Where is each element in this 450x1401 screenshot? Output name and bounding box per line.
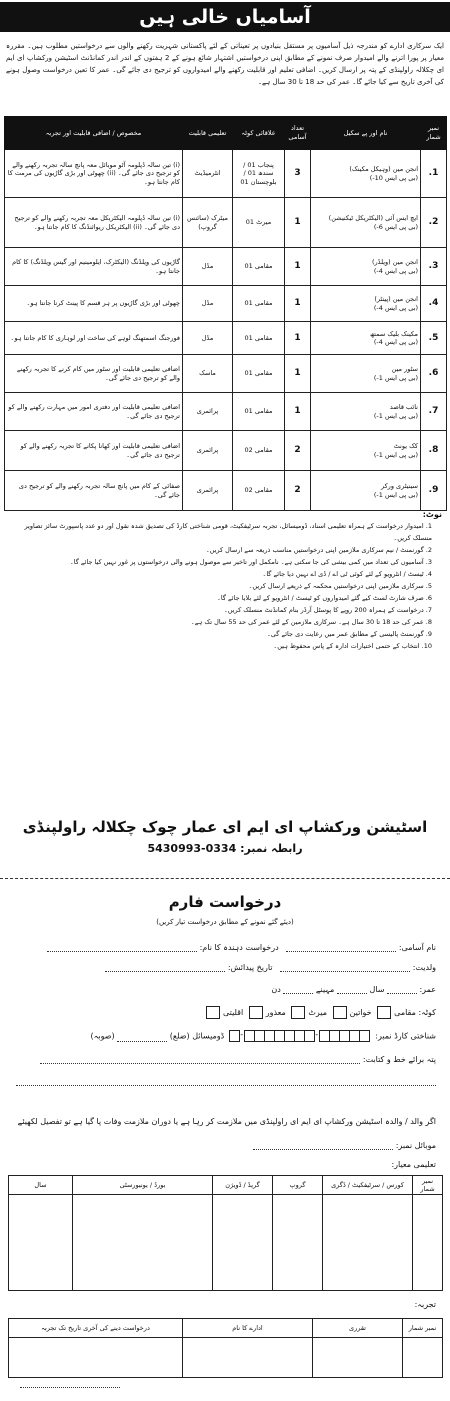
row-count: 1 — [285, 355, 311, 393]
quota-label: کوٹہ: — [418, 1008, 436, 1017]
age-year-label: سال — [369, 985, 385, 994]
header-quota: علاقائی کوٹہ — [233, 117, 285, 150]
quota-option-minority: اقلیتی — [223, 1008, 244, 1017]
experience-section-label: تجربہ: — [414, 1300, 436, 1309]
table-row — [5, 248, 447, 286]
table-row — [5, 198, 447, 248]
table-row — [5, 322, 447, 355]
post-name-label: نام آسامی: — [398, 943, 436, 952]
row-experience: اضافی تعلیمی قابلیت اور کھانا پکانے کا تجربہ رکھنے والے کو ترجیح دی جائے گی۔ — [5, 431, 183, 471]
age-year-field[interactable] — [387, 984, 417, 994]
edu-header-course: کورس / سرٹیفکیٹ / ڈگری — [323, 1176, 413, 1195]
contact-line — [0, 842, 450, 855]
post-scale: (بی پی ایس 4-) — [373, 338, 418, 346]
row-experience: چھوٹی اور بڑی گاڑیوں پر ہر قسم کا پینٹ کرنا جانتا ہو۔ — [5, 286, 183, 322]
note-item: 1. امیدوار درخواست کے ہمراہ تعلیمی اسناد، ڈومیسائل، تجربہ سرٹیفکیٹ، قومی شناختی کارڈ کی تصدیق شدہ نقول اور دو عدد پاسپورٹ سائز تصاویر منسلک کریں۔ — [24, 522, 432, 542]
row-post — [311, 198, 421, 248]
quota-option-disabled: معذور — [265, 1008, 286, 1017]
mobile-field[interactable] — [253, 1140, 393, 1150]
row-count: 2 — [285, 471, 311, 511]
exp-header-appointment: تقرری — [313, 1319, 403, 1338]
age-day-label: دن — [271, 985, 281, 994]
experience-table — [8, 1318, 443, 1378]
age-month-label: مہینے — [315, 985, 335, 994]
form-row-mobile — [253, 1140, 436, 1150]
vacancies-banner: آسامیاں خالی ہیں — [0, 2, 450, 32]
row-experience: صفائی کے کام میں پانچ سالہ تجربہ رکھنے والے کو ترجیح دی جائے گی۔ — [5, 471, 183, 511]
postal-address-label: پتہ برائے خط و کتابت: — [362, 1055, 436, 1064]
row-quota: میرٹ 01 — [233, 198, 285, 248]
post-scale: (بی پی ایس 1-) — [373, 373, 418, 382]
note-item: 5. سرکاری ملازمین اپنی درخواستیں محکمہ کے ذریعے ارسال کریں۔ — [248, 582, 432, 590]
note-item: 10. انتخاب کے حتمی اختیارات ادارہ کے پاس محفوظ ہیں۔ — [273, 642, 432, 650]
applicant-name-field[interactable] — [47, 942, 197, 952]
note-item: 3. آسامیوں کی تعداد میں کمی بیشی کی جا سکتی ہے۔ نامکمل اور تاخیر سے موصول ہونے والی درخواستوں پر غور نہیں کیا جائے گا۔ — [69, 558, 432, 566]
row-count: 1 — [285, 322, 311, 355]
exp-header-serial: نمبر شمار — [403, 1319, 443, 1338]
note-item: 8. عمر کی حد 18 تا 30 سال ہے۔ سرکاری ملازمین کے لئے عمر کی حد 55 سال تک ہے۔ — [190, 618, 432, 626]
exp-header-organization: ادارے کا نام — [183, 1319, 313, 1338]
posts-table — [4, 116, 447, 511]
dob-label: تاریخ پیدائش: — [227, 963, 273, 972]
row-post — [311, 150, 421, 198]
row-education: مڈل — [183, 286, 233, 322]
post-title: مکینک بلیک سمتھ — [370, 329, 418, 338]
row-quota: مقامی 01 — [233, 355, 285, 393]
header-experience: مخصوص / اضافی قابلیت اور تجربہ — [5, 117, 183, 150]
row-quota: مقامی 01 — [233, 286, 285, 322]
row-quota: مقامی 02 — [233, 431, 285, 471]
row-experience: فورجنگ اسمتھنگ لوہے کی ساخت اور لوہاری کا کام جانتا ہو۔ — [5, 322, 183, 355]
row-count: 1 — [285, 198, 311, 248]
table-row — [5, 393, 447, 431]
post-title: نائب قاصد — [389, 403, 418, 411]
education-section-label: تعلیمی معیار: — [391, 1160, 436, 1169]
row-count: 3 — [285, 150, 311, 198]
row-serial: 1. — [421, 150, 447, 198]
row-serial: 3. — [421, 248, 447, 286]
row-post — [311, 431, 421, 471]
post-title: انجن مین (ویلڈر) — [371, 258, 418, 266]
domicile-field[interactable] — [117, 1032, 167, 1042]
quota-option-women: خواتین — [349, 1008, 372, 1017]
application-form-title: درخواست فارم — [168, 893, 282, 911]
intro-paragraph: ایک سرکاری ادارے کو مندرجہ ذیل آسامیوں پر مستقل بنیادوں پر تعیناتی کے لئے پاکستانی شہریت رکھنے والوں سے درخواستیں مطلوب ہیں۔ مقررہ معیار پر پورا اترنے والے امیدوار صرف نمونے کے مطابق اپنی درخواستیں اشتہار شائع ہونے کے 2 ہفتوں کے اندر اندر کمانڈنٹ اسٹیشن ورکشاپ ای ایم ای چکلالہ راولپنڈی کے پتہ پر ارسال کریں۔ اضافی تعلیم اور قابلیت رکھنے والے امیدواروں کو ترجیح دی جائے گی۔ عمر کا تعین درخواست وصول ہونے کی آخری تاریخ سے کیا جائے گا۔ عمر کی حد 18 تا 30 سال ہے۔ — [6, 42, 444, 86]
edu-header-board: بورڈ / یونیورسٹی — [73, 1176, 213, 1195]
declaration-text: اگر والد / والدہ اسٹیشن ورکشاپ ای ایم ای راولپنڈی میں ملازمت کر رہا ہے یا دوران ملازمت وفات پا گیا ہے تو تفصیل لکھیئے — [17, 1117, 436, 1126]
postal-address-field-2[interactable] — [16, 1076, 436, 1086]
header-education: تعلیمی قابلیت — [183, 117, 233, 150]
row-serial: 6. — [421, 355, 447, 393]
applicant-name-label: درخواست دہندہ کا نام: — [199, 943, 279, 952]
mobile-label: موبائل نمبر: — [395, 1141, 436, 1150]
post-title: سینیٹری ورکر — [381, 482, 418, 490]
row-count: 1 — [285, 286, 311, 322]
edu-header-group: گروپ — [273, 1176, 323, 1195]
note-item: 4. ٹیسٹ / انٹرویو کے لئے کوئی ٹی اے / ڈی اے نہیں دیا جائے گا۔ — [262, 570, 432, 578]
row-education: میٹرک (سائنس گروپ) — [183, 198, 233, 248]
form-row-cnic — [91, 1030, 436, 1042]
table-row — [5, 471, 447, 511]
postal-address-field[interactable] — [40, 1054, 360, 1064]
row-experience: اضافی تعلیمی قابلیت اور سٹور میں کام کرنے کا تجربہ رکھنے والے کو ترجیح دی جائے گی۔ — [5, 355, 183, 393]
cnic-label: شناختی کارڈ نمبر: — [375, 1031, 436, 1041]
age-month-field[interactable] — [337, 984, 367, 994]
row-experience: گاڑیوں کی ویلڈنگ (الیکٹرک، ایلومینیم اور گیس ویلڈنگ) کا کام جانتا ہو۔ — [5, 248, 183, 286]
education-table-body[interactable] — [9, 1195, 443, 1291]
experience-table-body[interactable] — [9, 1338, 443, 1378]
domicile-label: ڈومیسائل (ضلع) — [169, 1031, 225, 1041]
row-serial: 5. — [421, 322, 447, 355]
post-scale: (بی پی ایس 4-) — [373, 303, 418, 312]
contact-number: 0334-5430993 — [147, 842, 237, 855]
exp-header-duration: درخواست دینے کی آخری تاریخ تک تجربہ — [9, 1319, 183, 1338]
row-post — [311, 248, 421, 286]
form-row-post — [47, 942, 436, 952]
row-quota: مقامی 02 — [233, 471, 285, 511]
post-title: انجن مین (وہیکل مکینک) — [349, 165, 418, 173]
row-post — [311, 393, 421, 431]
row-education: پرائمری — [183, 471, 233, 511]
application-form-subtitle: (دیئے گئے نمونے کے مطابق درخواست تیار کریں) — [156, 918, 294, 926]
post-title: انجن مین (پینٹر) — [374, 295, 418, 303]
quota-checkbox-merit[interactable] — [291, 1006, 305, 1019]
post-scale: (بی پی ایس 6-) — [373, 222, 418, 231]
quota-option-local: مقامی — [394, 1008, 416, 1017]
header-post-scale: نام اور پے سکیل — [311, 117, 421, 150]
quota-option-merit: میرٹ — [308, 1008, 328, 1017]
signature-line[interactable] — [20, 1387, 120, 1388]
form-row-address-cont — [16, 1076, 436, 1086]
province-label: (صوبہ) — [90, 1031, 115, 1041]
table-row — [5, 355, 447, 393]
age-label: عمر: — [419, 985, 436, 994]
post-title: سٹور مین — [391, 365, 418, 373]
note-item: 2. گورنمنٹ / نیم سرکاری ملازمین اپنی درخواستیں مناسب ذریعہ سے ارسال کریں۔ — [205, 546, 432, 554]
note-item: 9. گورنمنٹ پالیسی کے مطابق عمر میں رعایت دی جائے گی۔ — [267, 630, 432, 638]
form-row-age — [271, 984, 436, 994]
contact-label: رابطہ نمبر: — [240, 842, 303, 855]
age-day-field[interactable] — [283, 984, 313, 994]
notes-list — [8, 520, 442, 766]
post-scale: (بی پی ایس 1-) — [373, 411, 418, 420]
row-experience: (i) تین سالہ ڈپلومہ آٹو موبائل معہ پانچ سالہ تجربہ رکھنے والے کو ترجیح دی جائے گی۔ (ii) چھوٹی اور بڑی گاڑیوں کی مرمت کا کام جانتا ہو۔ — [5, 150, 183, 198]
notes-header: نوٹ: — [422, 510, 442, 519]
row-quota: مقامی 01 — [233, 248, 285, 286]
edu-header-serial: نمبر شمار — [413, 1176, 443, 1195]
quota-checkbox-local[interactable] — [377, 1006, 391, 1019]
quota-checkbox-disabled[interactable] — [249, 1006, 263, 1019]
row-education: پرائمری — [183, 431, 233, 471]
post-name-field[interactable] — [286, 942, 396, 952]
row-serial: 7. — [421, 393, 447, 431]
row-post — [311, 286, 421, 322]
post-scale: (بی پی ایس 1-) — [373, 490, 418, 499]
experience-table-header — [9, 1319, 443, 1338]
header-serial: نمبر شمار — [421, 117, 447, 150]
post-title: ایچ ایس آئی (الیکٹریکل ٹیکنیشن) — [328, 214, 418, 222]
form-row-address — [40, 1054, 436, 1064]
row-experience: (i) تین سالہ ڈپلومہ الیکٹریکل معہ تجربہ رکھنے والے کو ترجیح دی جائے گی۔ (ii) الیکٹریکل ریوائنڈنگ کا کام جانتا ہو۔ — [5, 198, 183, 248]
form-row-quota — [203, 1006, 436, 1019]
post-scale: (بی پی ایس 1-) — [373, 450, 418, 459]
row-education: انٹرمیڈیٹ — [183, 150, 233, 198]
row-serial: 8. — [421, 431, 447, 471]
row-count: 1 — [285, 393, 311, 431]
post-title: کک یونٹ — [393, 442, 418, 450]
education-table-header — [9, 1176, 443, 1195]
note-item: 7. درخواست کے ہمراہ 200 روپے کا پوسٹل آرڈر بنام کمانڈنٹ منسلک کریں۔ — [223, 606, 432, 614]
row-education: ماسک — [183, 355, 233, 393]
edu-header-year: سال — [9, 1176, 73, 1195]
row-quota: مقامی 01 — [233, 393, 285, 431]
table-row — [5, 150, 447, 198]
edu-header-grade: گریڈ / ڈویژن — [213, 1176, 273, 1195]
row-post — [311, 471, 421, 511]
row-count: 1 — [285, 248, 311, 286]
row-count: 2 — [285, 431, 311, 471]
table-row — [5, 431, 447, 471]
row-education: مڈل — [183, 248, 233, 286]
post-scale: (بی پی ایس 10-) — [369, 173, 418, 182]
post-scale: (بی پی ایس 4-) — [373, 266, 418, 275]
office-address: اسٹیشن ورکشاپ ای ایم ای عمار چوک چکلالہ راولپنڈی — [22, 818, 428, 836]
row-serial: 9. — [421, 471, 447, 511]
table-row — [5, 286, 447, 322]
quota-checkbox-minority[interactable] — [206, 1006, 220, 1019]
form-row-father — [105, 962, 436, 972]
cut-line-divider — [0, 878, 450, 879]
row-quota: مقامی 01 — [233, 322, 285, 355]
father-name-label: ولدیت: — [412, 963, 436, 972]
dob-field[interactable] — [105, 962, 225, 972]
row-experience: اضافی تعلیمی قابلیت اور دفتری امور میں مہارت رکھنے والے کو ترجیح دی جائے گی۔ — [5, 393, 183, 431]
row-serial: 2. — [421, 198, 447, 248]
education-table — [8, 1175, 443, 1291]
row-quota: پنجاب 01 / سندھ 01 / بلوچستان 01 — [233, 150, 285, 198]
row-education: پرائمری — [183, 393, 233, 431]
header-count: تعداد آسامی — [285, 117, 311, 150]
row-serial: 4. — [421, 286, 447, 322]
cnic-boxes[interactable]: - - — [230, 1030, 370, 1042]
quota-checkbox-women[interactable] — [333, 1006, 347, 1019]
row-education: مڈل — [183, 322, 233, 355]
row-post — [311, 322, 421, 355]
note-item: 6. صرف شارٹ لسٹ کیے گئے امیدواروں کو ٹیسٹ / انٹرویو کے لئے بلایا جائے گا۔ — [217, 594, 432, 602]
posts-table-header — [5, 117, 447, 150]
row-post — [311, 355, 421, 393]
father-name-field[interactable] — [280, 962, 410, 972]
